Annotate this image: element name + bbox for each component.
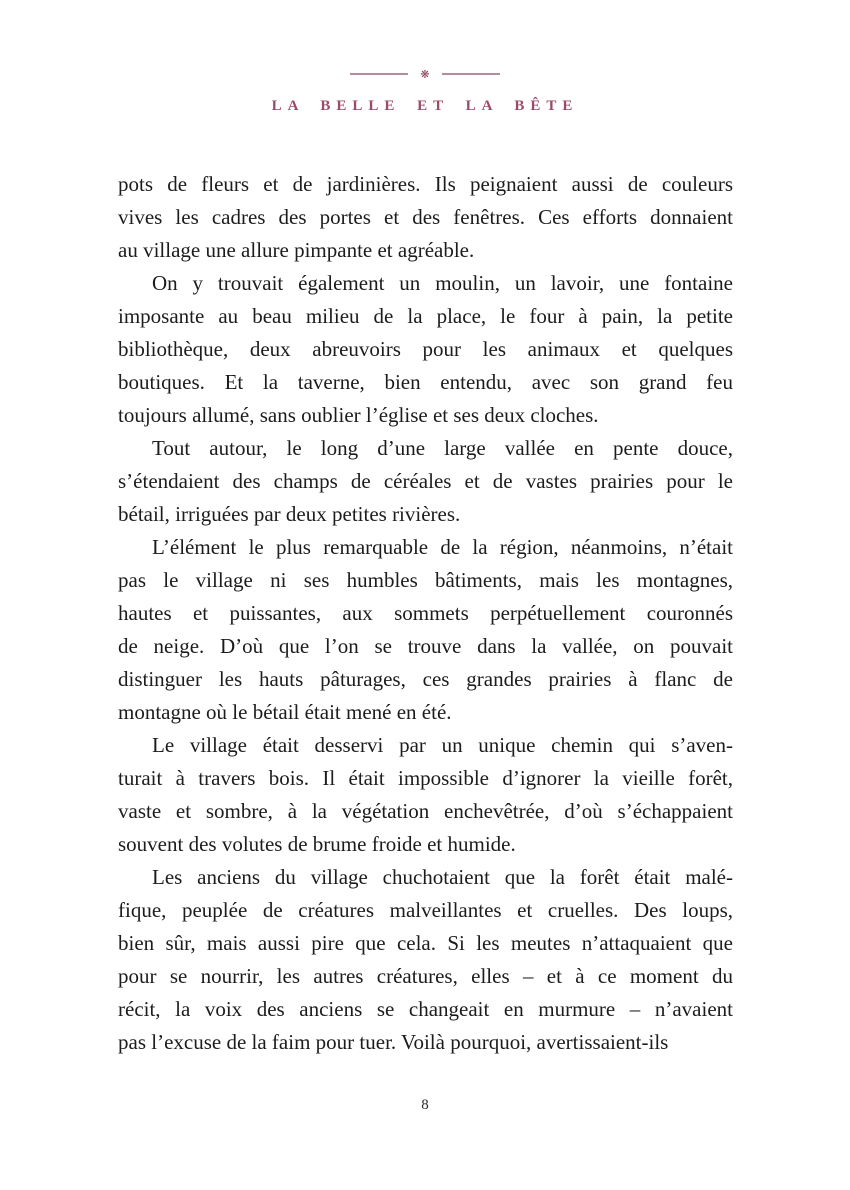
- text-line: distinguer les hauts pâturages, ces grandes prairies à flanc de: [118, 667, 733, 691]
- text-line: bétail, irriguées par deux petites rivières.: [118, 502, 461, 526]
- paragraph: [118, 168, 733, 267]
- text-line: montagne où le bétail était mené en été.: [118, 700, 452, 724]
- text-line: bien sûr, mais aussi pire que cela. Si les meutes n’attaquaient que: [118, 931, 733, 955]
- page-number: 8: [421, 1097, 429, 1113]
- running-head-title: LA BELLE ET LA BÊTE: [271, 98, 579, 114]
- body-text: [118, 168, 733, 1059]
- paragraph: [118, 729, 733, 861]
- text-line: turait à travers bois. Il était impossible d’ignorer la vieille forêt,: [118, 766, 733, 790]
- text-line: Le village était desservi par un unique chemin qui s’aven-: [152, 733, 733, 757]
- text-line: vaste et sombre, à la végétation enchevêtrée, d’où s’échappaient: [118, 799, 733, 823]
- paragraph: [118, 861, 733, 1059]
- text-line: récit, la voix des anciens se changeait en murmure – n’avaient: [118, 997, 733, 1021]
- text-line: fique, peuplée de créatures malveillantes et cruelles. Des loups,: [118, 898, 733, 922]
- text-line: souvent des volutes de brume froide et humide.: [118, 832, 516, 856]
- text-line: L’élément le plus remarquable de la région, néanmoins, n’était: [152, 535, 733, 559]
- text-line: de neige. D’où que l’on se trouve dans la vallée, on pouvait: [118, 634, 733, 658]
- text-line: On y trouvait également un moulin, un lavoir, une fontaine: [152, 271, 733, 295]
- floret-icon: ❋: [420, 67, 430, 81]
- page-footer: [0, 1096, 850, 1114]
- text-line: s’étendaient des champs de céréales et de vastes prairies pour le: [118, 469, 733, 493]
- text-line: boutiques. Et la taverne, bien entendu, avec son grand feu: [118, 370, 733, 394]
- text-line: pour se nourrir, les autres créatures, elles – et à ce moment du: [118, 964, 733, 988]
- ornament-rule-right: [442, 73, 500, 75]
- text-line: imposante au beau milieu de la place, le four à pain, la petite: [118, 304, 733, 328]
- paragraph: [118, 267, 733, 432]
- text-line: pots de fleurs et de jardinières. Ils peignaient aussi de couleurs: [118, 172, 733, 196]
- text-line: pas l’excuse de la faim pour tuer. Voilà pourquoi, avertissaient-ils: [118, 1030, 669, 1054]
- text-line: vives les cadres des portes et des fenêtres. Ces efforts donnaient: [118, 205, 733, 229]
- text-line: Tout autour, le long d’une large vallée en pente douce,: [152, 436, 733, 460]
- text-line: au village une allure pimpante et agréable.: [118, 238, 475, 262]
- header-ornament: [0, 66, 850, 82]
- text-line: Les anciens du village chuchotaient que la forêt était malé-: [152, 865, 733, 889]
- text-line: pas le village ni ses humbles bâtiments, mais les montagnes,: [118, 568, 733, 592]
- text-line: toujours allumé, sans oublier l’église et ses deux cloches.: [118, 403, 599, 427]
- page-header: [0, 66, 850, 115]
- ornament-rule-left: [350, 73, 408, 75]
- text-line: hautes et puissantes, aux sommets perpétuellement couronnés: [118, 601, 733, 625]
- paragraph: [118, 531, 733, 729]
- paragraph: [118, 432, 733, 531]
- text-line: bibliothèque, deux abreuvoirs pour les animaux et quelques: [118, 337, 733, 361]
